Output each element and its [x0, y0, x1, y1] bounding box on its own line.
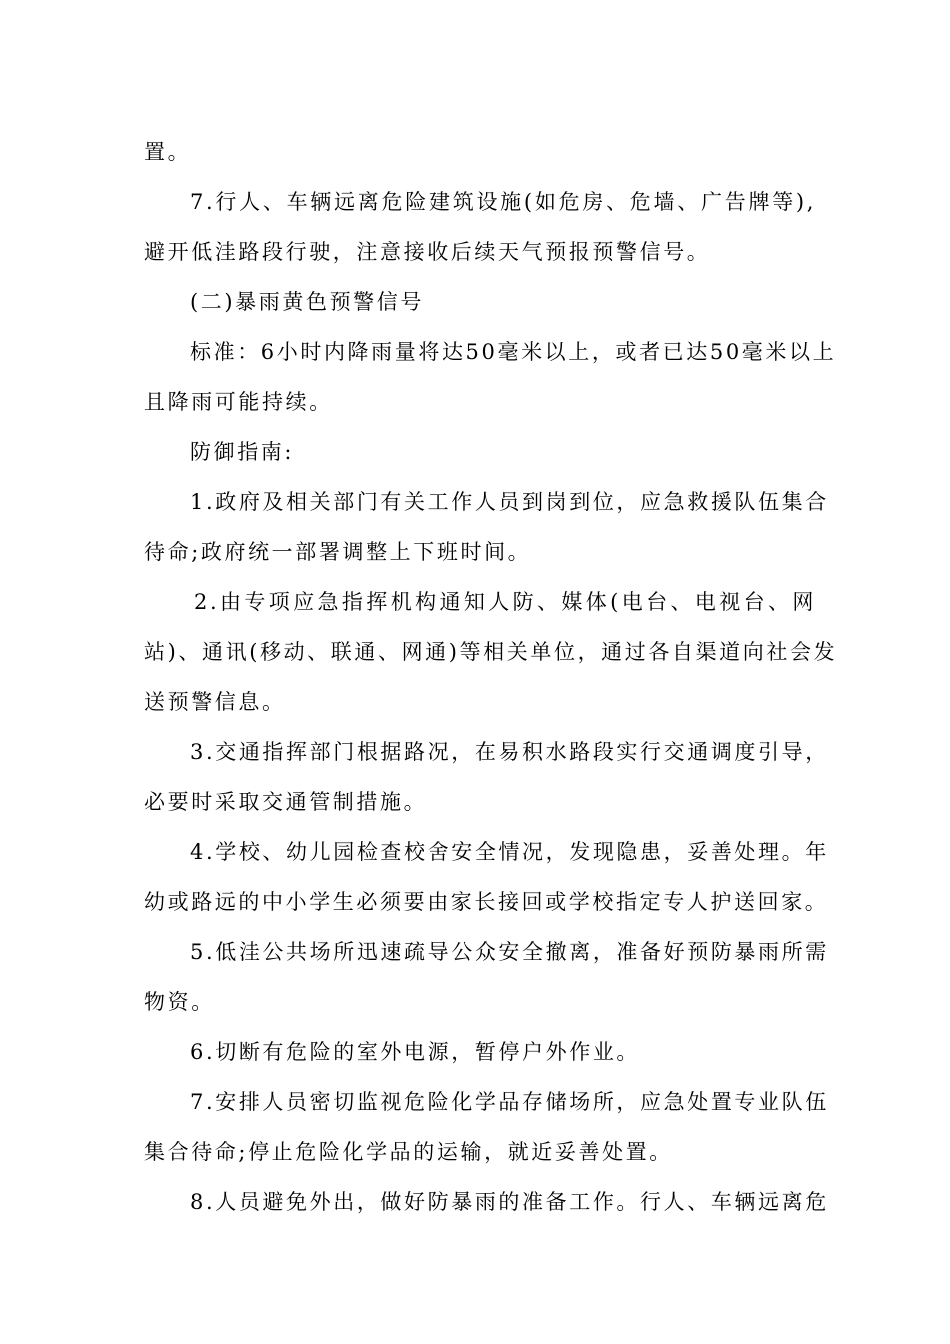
text-line: 集合待命;停止危险化学品的运输，就近妥善处置。	[144, 1140, 673, 1164]
text-line: 置。	[144, 140, 192, 164]
text-line: 防御指南:	[190, 440, 295, 464]
section-heading: (二)暴雨黄色预警信号	[190, 290, 424, 314]
text-line: 避开低洼路段行驶，注意接收后续天气预报预警信号。	[144, 240, 711, 264]
text-line: 4.学校、幼儿园检查校舍安全情况，发现隐患，妥善处理。年	[190, 840, 829, 864]
text-line: 且降雨可能持续。	[144, 390, 333, 414]
text-line: 5.低洼公共场所迅速疏导公众安全撤离，准备好预防暴雨所需	[190, 940, 829, 964]
text-line: 2.由专项应急指挥机构通知人防、媒体(电台、电视台、网	[194, 590, 816, 614]
text-line: 3.交通指挥部门根据路况，在易积水路段实行交通调度引导，	[190, 740, 829, 764]
text-line: 6.切断有危险的室外电源，暂停户外作业。	[190, 1040, 641, 1064]
text-line: 幼或路远的中小学生必须要由家长接回或学校指定专人护送回家。	[144, 890, 829, 914]
text-line: 物资。	[144, 990, 215, 1014]
text-line: 8.人员避免外出，做好防暴雨的准备工作。行人、车辆远离危	[190, 1190, 829, 1214]
text-line: 待命;政府统一部署调整上下班时间。	[144, 540, 532, 564]
text-line: 7.行人、车辆远离危险建筑设施(如危房、危墙、广告牌等),	[190, 190, 816, 214]
text-line: 必要时采取交通管制措施。	[144, 790, 428, 814]
text-line: 1.政府及相关部门有关工作人员到岗到位，应急救援队伍集合	[190, 490, 829, 514]
text-line: 站)、通讯(移动、联通、网通)等相关单位，通过各自渠道向社会发	[144, 640, 838, 664]
text-line: 送预警信息。	[144, 690, 286, 714]
text-line: 标准：6小时内降雨量将达50毫米以上，或者已达50毫米以上	[190, 340, 837, 364]
text-line: 7.安排人员密切监视危险化学品存储场所，应急处置专业队伍	[190, 1090, 829, 1114]
